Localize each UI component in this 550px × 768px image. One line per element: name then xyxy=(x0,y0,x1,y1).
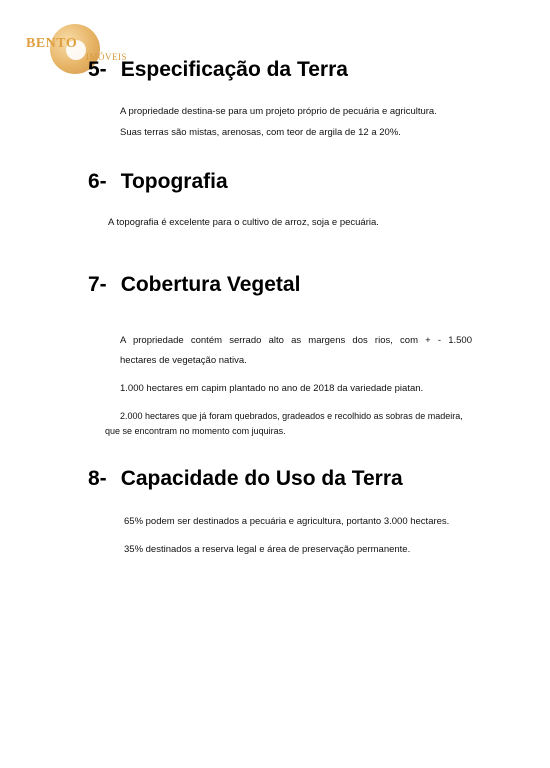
paragraph: 2.000 hectares que já foram quebrados, gradeados e recolhido as sobras de madeira, xyxy=(120,411,463,421)
section-title: Especificação da Terra xyxy=(120,58,348,81)
section-title: Capacidade do Uso da Terra xyxy=(120,467,403,490)
section-number: 5- xyxy=(88,58,107,81)
logo-subtitle: IMÓVEIS xyxy=(86,52,127,62)
section-heading-5 xyxy=(88,58,348,82)
section-heading-7 xyxy=(88,273,300,297)
paragraph: 1.000 hectares em capim plantado no ano de 2018 da variedade piatan. xyxy=(120,383,424,394)
paragraph: A propriedade destina-se para um projeto próprio de pecuária e agricultura. xyxy=(120,106,437,117)
section-title: Cobertura Vegetal xyxy=(120,273,301,296)
section-heading-8 xyxy=(88,467,403,491)
section-number: 8- xyxy=(88,467,107,490)
section-heading-6 xyxy=(88,170,228,194)
paragraph: A propriedade contém serrado alto as margens dos rios, com + - 1.500 xyxy=(120,335,472,346)
logo-name: BENTO xyxy=(26,36,78,51)
paragraph: 65% podem ser destinados a pecuária e agricultura, portanto 3.000 hectares. xyxy=(124,516,450,527)
section-number: 6- xyxy=(88,170,107,193)
section-number: 7- xyxy=(88,273,107,296)
paragraph: Suas terras são mistas, arenosas, com teor de argila de 12 a 20%. xyxy=(120,127,401,138)
paragraph: hectares de vegetação nativa. xyxy=(120,355,247,366)
section-title: Topografia xyxy=(120,170,228,193)
paragraph: A topografia é excelente para o cultivo de arroz, soja e pecuária. xyxy=(108,217,379,228)
paragraph: 35% destinados a reserva legal e área de preservação permanente. xyxy=(124,544,411,555)
paragraph: que se encontram no momento com juquiras. xyxy=(105,426,286,436)
